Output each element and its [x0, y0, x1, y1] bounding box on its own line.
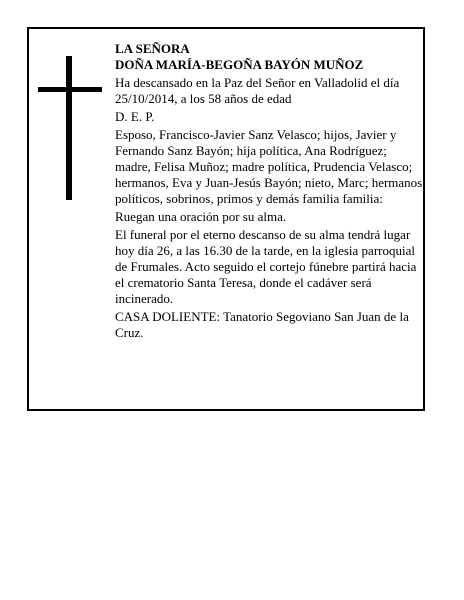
death-statement: Ha descansado en la Paz del Señor en Valladolid el día 25/10/2014, a los 58 años de edad [115, 75, 400, 106]
prayer-request: Ruegan una oración por su alma. [115, 209, 287, 224]
obituary-prefix: LA SEÑORA [115, 41, 190, 56]
family-list: Esposo, Francisco-Javier Sanz Velasco; hijos, Javier y Fernando Sanz Bayón; hija política, Ana Rodríguez; madre, Felisa Muñoz; madre política, Prudencia Velasco; hermanos, Eva y Juan-Jesús Bayón; nieto, Marc; hermanos políticos, sobrinos, primos y demás familia familia: [115, 127, 423, 206]
mourning-house: CASA DOLIENTE: Tanatorio Segoviano San Juan de la Cruz. [115, 309, 409, 340]
funeral-details: El funeral por el eterno descanso de su alma tendrá lugar hoy día 26, a las 16.30 de la tarde, en la iglesia parroquial de Frumales. Acto seguido el cortejo fúnebre partirá hacia el crematorio Santa Teresa, donde el cadáver será incinerado. [115, 227, 417, 306]
deceased-name: DOÑA MARÍA-BEGOÑA BAYÓN MUÑOZ [115, 57, 364, 72]
rest-in-peace: D. E. P. [115, 109, 155, 124]
cross-horizontal-bar [38, 87, 102, 92]
obituary-notice [27, 27, 425, 411]
latin-cross-icon [38, 56, 102, 200]
obituary-text [115, 41, 423, 343]
cross-vertical-bar [66, 56, 72, 200]
